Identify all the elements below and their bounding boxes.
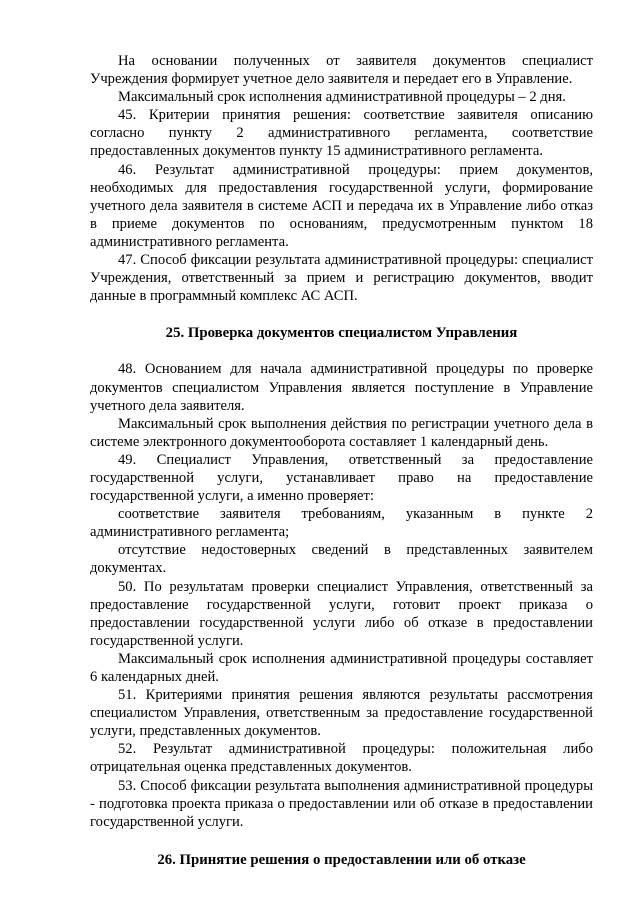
paragraph: На основании полученных от заявителя документов специалист Учреждения формирует учетное дело заявителя и передает его в Управление. — [90, 53, 593, 88]
paragraph-46: 46. Результат административной процедуры: прием документов, необходимых для предоставления государственной услуги, формирование учетного дела заявителя в системе АСП и передача их в Управление либо отказ в приеме документов по основаниям, предусмотренным пунктом 18 административного регламента. — [90, 161, 593, 250]
paragraph-52: 52. Результат административной процедуры: положительная либо отрицательная оценка представленных документов. — [90, 741, 593, 776]
paragraph-45: 45. Критерии принятия решения: соответствие заявителя описанию согласно пункту 2 административного регламента, соответствие предоставленных документов пункту 15 административного регламента. — [90, 107, 593, 160]
paragraph-53: 53. Способ фиксации результата выполнения административной процедуры - подготовка проекта приказа о предоставлении или об отказе в предоставлении государственной услуги. — [90, 777, 593, 830]
paragraph-49: 49. Специалист Управления, ответственный за предоставление государственной услуги, устанавливает право на предоставление государственной услуги, а именно проверяет: — [90, 451, 593, 505]
paragraph-50: 50. По результатам проверки специалист Управления, ответственный за предоставление государственной услуги, готовит проект приказа о предоставлении государственной услуги либо об отказе в предоставлении государственной услуги. — [90, 578, 593, 649]
section-heading-26: 26. Принятие решения о предоставлении или об отказе — [157, 851, 526, 868]
paragraph: Максимальный срок исполнения административной процедуры составляет 6 календарных дней. — [90, 650, 593, 685]
paragraph-list-item: соответствие заявителя требованиям, указанным в пункте 2 административного регламента; — [90, 506, 593, 541]
section-heading-25: 25. Проверка документов специалистом Управления — [165, 325, 518, 342]
paragraph-51: 51. Критериями принятия решения являются результаты рассмотрения специалистом Управления, ответственным за предоставление государственной услуги, представленных документов. — [90, 687, 593, 740]
paragraph: Максимальный срок выполнения действия по регистрации учетного дела в системе электронного документооборота составляет 1 календарный день. — [90, 415, 593, 450]
paragraph: Максимальный срок исполнения административной процедуры – 2 дня. — [118, 89, 566, 106]
paragraph-48: 48. Основанием для начала административной процедуры по проверке документов специалистом Управления является поступление в Управление учетного дела заявителя. — [90, 361, 593, 414]
paragraph-47: 47. Способ фиксации результата административной процедуры: специалист Учреждения, ответственный за прием и регистрацию документов, вводит данные в программный комплекс АС АСП. — [90, 252, 593, 305]
paragraph-list-item: отсутствие недостоверных сведений в представленных заявителем документах. — [90, 542, 593, 577]
document-page — [90, 52, 593, 869]
